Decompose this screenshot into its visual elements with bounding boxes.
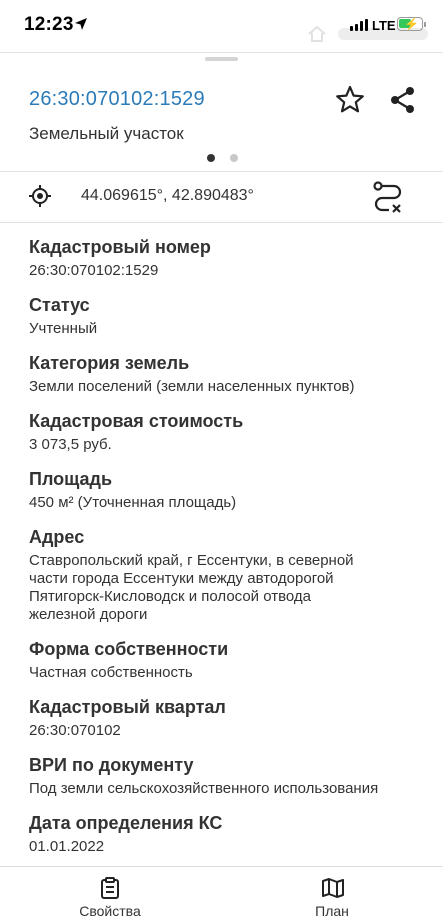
share-icon[interactable] xyxy=(388,85,418,115)
properties-list xyxy=(29,236,429,870)
page-title: 26:30:070102:1529 xyxy=(29,88,205,110)
network-type: LTE xyxy=(372,18,396,33)
property-value-line: части города Ессентуки между автодорогой xyxy=(29,570,334,587)
divider xyxy=(0,52,443,53)
property-label: Категория земель xyxy=(29,353,190,373)
property-label: Площадь xyxy=(29,469,113,489)
property-label: Статус xyxy=(29,295,90,315)
property-label: Кадастровый квартал xyxy=(29,697,226,717)
property-value-line: Ставропольский край, г Ессентуки, в северной xyxy=(29,552,354,569)
property-status xyxy=(29,294,429,338)
property-cadastral-number xyxy=(29,236,429,280)
nav-tab-plan[interactable] xyxy=(272,867,392,919)
route-icon[interactable] xyxy=(372,180,404,214)
property-label: ВРИ по документу xyxy=(29,755,194,775)
object-type: Земельный участок xyxy=(29,124,184,143)
clipboard-icon xyxy=(100,877,120,899)
map-icon xyxy=(322,877,344,899)
favorite-star-icon[interactable] xyxy=(334,84,366,116)
location-arrow-icon xyxy=(74,17,88,31)
page-indicator xyxy=(207,154,238,162)
nav-tab-properties[interactable] xyxy=(50,867,170,919)
page-dot xyxy=(230,154,238,162)
property-address xyxy=(29,526,429,624)
property-permitted-use xyxy=(29,754,429,798)
page-dot-active xyxy=(207,154,215,162)
coordinates-text: 44.069615°, 42.890483° xyxy=(81,187,254,204)
property-label: Форма собственности xyxy=(29,639,229,659)
property-value: Учтенный xyxy=(29,320,98,337)
property-value: Под земли сельскохозяйственного использования xyxy=(29,780,379,797)
property-ownership xyxy=(29,638,429,682)
property-value: 450 м² (Уточненная площадь) xyxy=(29,494,237,511)
property-cadastral-value xyxy=(29,410,429,454)
property-value: 26:30:070102 xyxy=(29,722,121,739)
bottom-nav xyxy=(0,866,443,919)
property-label: Адрес xyxy=(29,527,85,547)
property-value: 26:30:070102:1529 xyxy=(29,262,159,279)
property-label: Кадастровая стоимость xyxy=(29,411,244,431)
property-value: Земли поселений (земли населенных пунктов) xyxy=(29,378,355,395)
property-value-line: Пятигорск-Кисловодск и полосой отвода xyxy=(29,588,312,605)
crosshair-target-icon xyxy=(29,185,51,207)
property-area xyxy=(29,468,429,512)
divider xyxy=(0,222,443,223)
property-label: Кадастровый номер xyxy=(29,237,211,257)
property-value: 01.01.2022 xyxy=(29,838,105,855)
nav-label: План xyxy=(315,903,349,919)
property-value: Частная собственность xyxy=(29,664,193,681)
nav-label: Свойства xyxy=(79,903,141,919)
property-land-category xyxy=(29,352,429,396)
status-bar xyxy=(0,0,443,52)
status-time: 12:23 xyxy=(24,14,74,35)
property-cadastral-quarter xyxy=(29,696,429,740)
home-icon xyxy=(307,25,327,43)
property-valuation-date xyxy=(29,812,429,856)
sheet-drag-handle[interactable] xyxy=(205,57,238,61)
property-value: 3 073,5 руб. xyxy=(29,436,112,453)
coordinates-row xyxy=(0,172,443,222)
property-value-line: железной дороги xyxy=(29,606,148,623)
property-label: Дата определения КС xyxy=(29,813,223,833)
signal-icon xyxy=(350,19,368,31)
battery-icon: ⚡ xyxy=(397,17,423,31)
